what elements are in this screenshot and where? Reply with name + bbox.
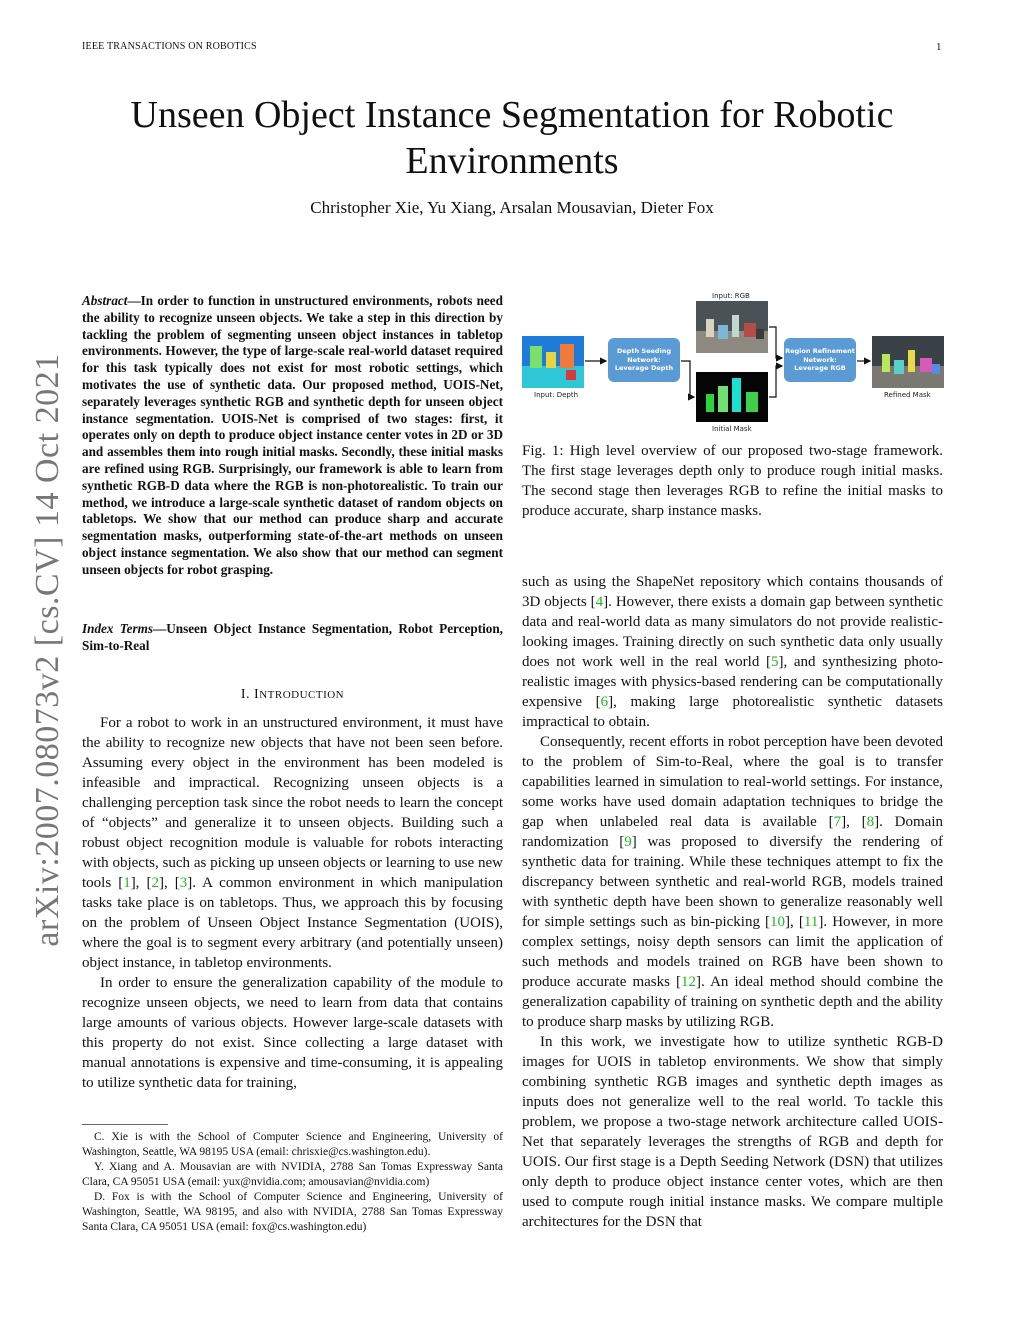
body-text: Consequently, recent efforts in robot perception have been devoted to the problem of Sim-to-Real, where the goal is to transfer capabilities learned in simulation to real-world settings. For instance, some works have used domain adaptation techniques to bridge the gap when unlabeled real data is available [522, 734, 943, 830]
figure-1-pipeline [522, 290, 944, 435]
citation-link[interactable]: 8 [866, 814, 875, 830]
paper-title [60, 92, 964, 184]
intro-paragraph-1: For a robot to work in an unstructured environment, it must have the ability to recognize new objects that have not been seen before. Assuming every object in the environment has been modeled is infeasible and impractical. Recognizing unseen objects is a challenging perception task since the robot needs to learn the concept of “objects” and generalize it to unseen objects. Building such a robust object recognition module is valuable for robots interacting with objects, such as picking up unseen objects or learning to use new tools [1], [2], [3]. A common environment in which manipulation tasks take place is on tabletops. Thus, we approach this by focusing on the problem of Unseen Object Instance Segmentation (UOIS), where the goal is to segment every arbitrary (and potentially unseen) object instance, in tabletop environments. [82, 715, 503, 971]
caption-label: Fig. 1: [522, 443, 564, 459]
dsn-line-2: Network: [627, 355, 661, 364]
section-numeral: I. [240, 687, 251, 702]
body-text: , making large photorealistic synthetic datasets impractical to obtain. [522, 694, 943, 730]
initial-mask-label: Initial Mask [712, 425, 752, 433]
body-text: . Domain randomization [522, 814, 943, 850]
right-paragraph-1: such as using the ShapeNet repository which contains thousands of 3D objects [4]. However, there exists a domain gap between synthetic data and real-world data as many simulators do not provide realistic-looking images. Training directly on such synthetic data only usually does not work well in the real world [5], and synthesizing photo-realistic images with physics-based rendering can be computationally expensive [6], making large photorealistic synthetic datasets impractical to obtain. [522, 574, 943, 730]
input-rgb-label: Input: RGB [712, 292, 750, 300]
right-paragraph-3: In this work, we investigate how to utilize synthetic RGB-D images for UOIS in tabletop environments. We show that simply combining synthetic RGB images and synthetic depth images as inputs does not generalize well to the real world. To tackle this problem, we propose a two-stage network architecture called UOIS-Net that separately leverages the strengths of RGB and depth for UOIS. Our first stage is a Depth Seeding Network (DSN) that utilizes only depth to produce object instance center votes, which are then used to compute rough initial instance masks. We compare multiple architectures for the DSN that [522, 1034, 943, 1230]
input-depth-label: Input: Depth [534, 391, 579, 399]
intro-text: A common environment in which manipulation tasks take place is on tabletops. Thus, we approach this by focusing on the problem of Unseen Object Instance Segmentation (UOIS), where the goal is to segment every arbitrary (and potentially unseen) object instance, in tabletop environments. [82, 875, 503, 971]
citation-link[interactable]: 6 [600, 694, 609, 710]
index-terms-text: —Unseen Object Instance Segmentation, Robot Perception, Sim-to-Real [82, 621, 503, 653]
right-paragraph-2: Consequently, recent efforts in robot perception have been devoted to the problem of Sim-to-Real, where the goal is to transfer capabilities learned in simulation to real-world settings. For instance, some works have used domain adaptation techniques to bridge the gap when unlabeled real data is available [7], [8]. Domain randomization [9] was proposed to diversify the rendering of synthetic data for training. While these techniques attempt to fix the discrepancy between synthetic and real-world RGB, models trained with synthetic depth have been shown to generalize reasonably well for simple settings such as bin-picking [10], [11]. However, in more complex settings, noisy depth sensors can limit the application of such methods and models trained on RGB have been shown to produce accurate masks [12]. An ideal method should combine the generalization capability of training on synthetic depth and the ability to produce sharp masks by utilizing RGB. [522, 734, 943, 1030]
arrow-mask-to-rrn [769, 366, 782, 397]
index-terms-lead: Index Terms [82, 621, 154, 636]
rrn-line-3: Leverage RGB [794, 364, 846, 373]
rrn-line-2: Network: [803, 355, 837, 364]
author-list: Christopher Xie, Yu Xiang, Arsalan Mousavian, Dieter Fox [310, 198, 714, 217]
citation-link[interactable]: 10 [770, 914, 786, 930]
citation-link[interactable]: 4 [595, 594, 604, 610]
body-text: . However, there exists a domain gap between synthetic data and real-world data as many simulators do not provide realistic-looking images. Training directly on such synthetic data only usually does not work well in the real world [522, 594, 943, 670]
right-column [522, 572, 943, 1232]
section-first-letter: I [254, 687, 260, 702]
footnotes [82, 1130, 503, 1235]
dsn-line-3: Leverage Depth [614, 364, 674, 373]
refined-mask-label: Refined Mask [884, 391, 931, 399]
abstract [82, 293, 503, 579]
intro-paragraph-2: In order to ensure the generalization capability of the module to recognize unseen objects, we need to learn from data that contains large amounts of various objects. However large-scale datasets with this property do not exist. Since collecting a large dataset with manual annotations is expensive and time-consuming, it is appealing to utilize synthetic data for training, [82, 975, 503, 1091]
index-terms [82, 621, 503, 655]
abstract-lead: Abstract [82, 293, 128, 308]
body-text: such as using the ShapeNet repository which contains thousands of 3D objects [522, 574, 943, 610]
figure-1-caption [522, 441, 943, 521]
citation-link[interactable]: 3 [179, 875, 188, 891]
section-heading [82, 687, 503, 703]
footnote-1: C. Xie is with the School of Computer Science and Engineering, University of Washington, Seattle, WA 98195 USA (email: chrisxie@cs.washington.edu). [82, 1131, 503, 1158]
arrow-rgb-to-rrn [769, 327, 782, 358]
arxiv-identifier: arXiv:2007.08073v2 [cs.CV] 14 Oct 2021 [29, 353, 66, 947]
citation-link[interactable]: 12 [681, 974, 697, 990]
page-number: 1 [936, 41, 942, 53]
body-text: was proposed to diversify the rendering of synthetic data for training. While these techniques attempt to fix the discrepancy between synthetic and real-world RGB, models trained with synthetic depth have been shown to generalize reasonably well for simple settings such as bin-picking [522, 834, 943, 930]
citation-link[interactable]: 7 [833, 814, 842, 830]
footnote-rule [82, 1124, 168, 1125]
footnote-3: D. Fox is with the School of Computer Science and Engineering, University of Washington, Seattle, WA 98195, and also with NVIDIA, 2788 San Tomas Expressway Santa Clara, CA 95051 USA (email: fox@cs.washington.edu) [82, 1191, 503, 1233]
footnote-2: Y. Xiang and A. Mousavian are with NVIDIA, 2788 San Tomas Expressway Santa Clara, CA 95051 USA (email: yux@nvidia.com; amousavian@nvidia.com) [82, 1161, 503, 1188]
section-name: NTRODUCTION [259, 689, 345, 701]
running-header: IEEE TRANSACTIONS ON ROBOTICS [82, 41, 257, 52]
pipeline-arrows [522, 290, 944, 435]
caption-text: High level overview of our proposed two-stage framework. The first stage leverages depth only to produce rough initial masks. The second stage then leverages RGB to refine the initial masks to produce accurate, sharp instance masks. [522, 443, 943, 519]
intro-column [82, 713, 503, 1093]
citation-link[interactable]: 11 [803, 914, 819, 930]
title-line-1: Unseen Object Instance Segmentation for Robotic [130, 94, 894, 136]
title-line-2: Environments [405, 140, 619, 182]
body-text: . An ideal method should combine the generalization capability of training on synthetic depth and the ability to produce sharp masks by utilizing RGB. [522, 974, 943, 1030]
citation-link[interactable]: 1 [123, 875, 131, 891]
body-text: . However, in more complex settings, noisy depth sensors can limit the application of such methods and models trained on RGB have been shown to produce accurate masks [522, 914, 943, 990]
body-text: , and synthesizing photo-realistic images with physics-based rendering can be computationally expensive [522, 654, 943, 710]
rrn-line-1: Region Refinement [785, 347, 855, 356]
intro-text: For a robot to work in an unstructured environment, it must have the ability to recognize new objects that have not been seen before. Assuming every object in the environment has been modeled is infeasible and impractical. Recognizing unseen objects is a challenging perception task since the robot needs to learn the concept of “objects” and generalize it to unseen objects. Building such a robust object recognition module is valuable for robots interacting with objects, such as picking up unseen objects or learning to use new tools [82, 715, 503, 891]
citation-link[interactable]: 2 [151, 875, 159, 891]
arrow-dsn-to-mask [681, 361, 694, 397]
dsn-line-1: Depth Seeding [616, 347, 672, 356]
citation-link[interactable]: 5 [770, 654, 779, 670]
citation-link[interactable]: 9 [624, 834, 632, 850]
abstract-text: —In order to function in unstructured environments, robots need the ability to recognize unseen objects. We take a step in this direction by tackling the problem of segmenting unseen object instances in tabletop environments. However, the type of large-scale real-world dataset required for this task typically does not exist for most robotic settings, which motivates the use of synthetic data. Our proposed method, UOIS-Net, separately leverages synthetic RGB and synthetic depth for unseen object instance segmentation. UOIS-Net is comprised of two stages: first, it operates only on depth to produce object instance center votes in 2D or 3D and assembles them into rough initial masks. Secondly, these initial masks are refined using RGB. Surprisingly, our framework is able to learn from synthetic RGB-D data where the RGB is non-photorealistic. To train our method, we introduce a large-scale synthetic dataset of random objects on tabletops. We show that our method can produce sharp and accurate segmentation masks, outperforming state-of-the-art methods on unseen object instance segmentation. We also show that our method can segment unseen objects for robot grasping. [82, 293, 503, 577]
